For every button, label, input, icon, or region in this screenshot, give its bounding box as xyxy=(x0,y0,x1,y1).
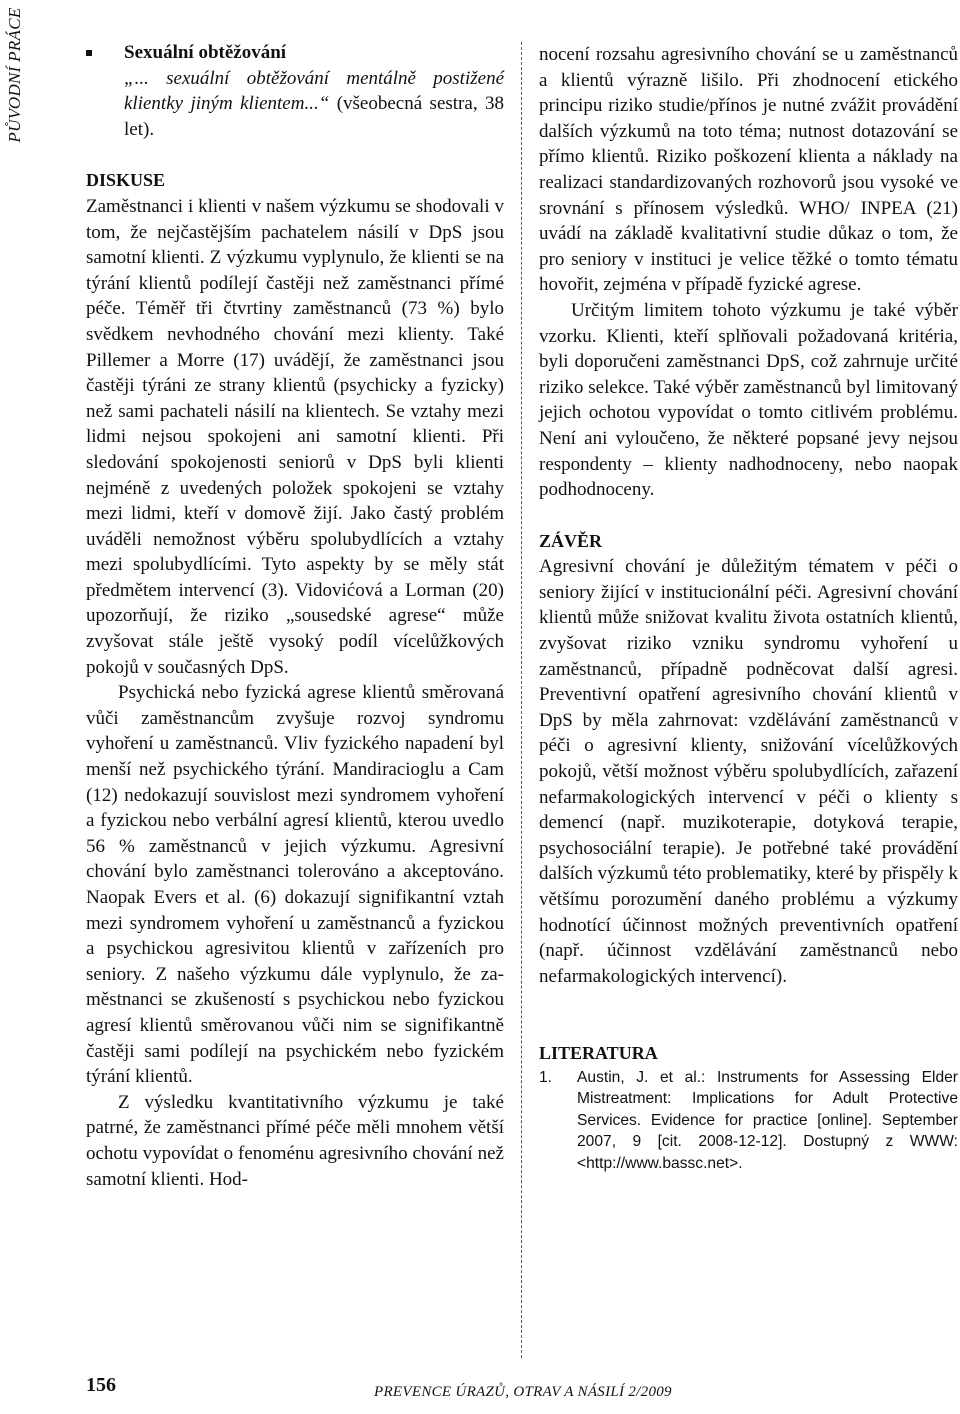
references-heading: LITERATURA xyxy=(539,1043,658,1064)
reference-text: Austin, J. et al.: Instruments for Assessing Elder Mistreatment: Implications for Adult Protective Services. Evidence for practice [online]. September 2007, 9 [cit. 2008-12-12]. Dostupný z WWW: <http://www.bassc.net>. xyxy=(577,1068,958,1172)
conclusion-heading: ZÁVĚR xyxy=(539,530,603,551)
bullet-title: Sexuální obtěžování xyxy=(124,42,287,63)
square-bullet-icon xyxy=(86,50,92,56)
journal-footer: PREVENCE ÚRAZŮ, OTRAV A NÁSILÍ 2/2009 xyxy=(374,1384,672,1400)
page-number: 156 xyxy=(86,1374,116,1396)
right-column xyxy=(539,42,958,1174)
reference-item xyxy=(539,1067,958,1175)
discussion-paragraph: Určitým limitem tohoto výzkumu je také výběr vzorku. Klienti, kteří splňovali požadovaná kritéria, byli doporučeni zaměstnanci DpS, což zahrnuje určité riziko selekce. Také výběr zaměstnanců byl limitovaný jejich ochotou vypovídat o tomto citlivém problému. Není ani vyloučeno, že některé popsané jevy nejsou respondenty – klienty nadhodnoceny, nebo naopak podhodnoceny. xyxy=(539,299,958,501)
discussion-paragraph: Zaměstnanci i klienti v našem výzkumu se shodovali v tom, že nejčastějším pachatelem násilí v DpS jsou samotní klienti. Z výzkumu vyplynulo, že klienti se na týrání klientů podílejí častěji než zaměstnanci přímé péče. Téměř tři čtvrtiny zaměstnanců (73 %) bylo svědkem nevhodného chování mezi klienty. Také Pillemer a Morre (17) uvádějí, že zaměstnanci jsou častěji týráni ze strany klientů (psychicky a fyzicky) než sami pachateli násilí na klientech. Se vztahy mezi lidmi nejsou spokojeni ani samotní klienti. Při sledování spokojenosti seniorů v DpS byli klienti nejméně z uvedených položek spokojeni se vztahy mezi lidmi, kteří v domově žijí. Jako častý problém uváděli nemožnost výběru spolubydlících a vztahy mezi spolubydlícími. Tyto aspekty by se měly stát předmětem intervencí (3). Vidovićová a Lorman (20) upozorňují, že riziko „sousedské agrese“ může zvyšovat stále ještě vysoký podíl vícelůžkových pokojů v současných DpS. xyxy=(86,195,504,678)
column-divider xyxy=(521,42,522,1358)
discussion-paragraph: Psychická nebo fyzická agrese klientů směrovaná vůči zaměstnancům zvyšuje rozvoj syndromu vyhoření u zaměstnanců. Vliv fyzického napadení byl menší než psychického týrání. Mandiracioglu a Cam (12) nedokazují souvislost mezi syndromem vyhoření a fyzickou nebo verbální agresí klientů, kterou uvedlo 56 % zaměstnanců v jejich výzkumu. Agresivní chování bylo zaměstnanci tolerováno a akceptováno. Naopak Evers et al. (6) dokazují signifikantní vztah mezi syndromem vyhoření u zaměstnanců a fyzickou a psychickou agresivitou klientů v zařízeních pro seniory. Z našeho výzkumu dále vyplynulo, že zaměstnanci se zkušeností s psychickou nebo fyzickou agresí klientů směrovanou vůči nim se signifikantně častěji sami podílejí na psychickém nebo fyzickém týrání klientů. xyxy=(86,682,504,1088)
discussion-paragraph: nocení rozsahu agresivního chování se u zaměstnanců a klientů výrazně lišilo. Při zhodnocení etického principu riziko studie/přínos je nutné zvážit provádění dalších výzkumů na toto téma; nutnost dotazování se přímo klientů. Riziko poškození klienta a náklady na realizaci standardizovaných rozhovorů jsou vysoké ve srovnání s přínosem výsledků. WHO/ INPEA (21) uvádí na základě kvalitativní studie důkaz o tom, že pro seniory v instituci je velice těžké o tomto tématu hovořit, zejména v případě fyzické agrese. xyxy=(539,44,958,296)
bullet-attribution: (všeobecná sestra, 38 let). xyxy=(124,93,504,140)
discussion-paragraph: Z výsledku kvantitativního výzkumu je také patrné, že zaměstnanci přímé péče měli mnohem větší ochotu vypovídat o fenoménu agresivního chování než samotní klienti. Hod- xyxy=(86,1091,504,1190)
bullet-quote-line xyxy=(124,66,504,143)
left-column xyxy=(86,40,504,1192)
section-side-label xyxy=(0,0,30,150)
bullet-quote: „... sexuální obtěžování mentálně postižené klientky jiným klientem...“ xyxy=(124,67,504,115)
section-side-label-text: PŮVODNÍ PRÁCE xyxy=(5,7,24,143)
discussion-heading: DISKUSE xyxy=(86,170,166,191)
bullet-item xyxy=(86,40,504,142)
reference-number: 1. xyxy=(539,1068,553,1086)
conclusion-paragraph: Agresivní chování je důležitým tématem v péči o seniory žijící v institucionální péči. Agresivní chování klientů může snižovat kvalitu života ostatních klientů, zvyšovat riziko vzniku syndromu vyhoření u zaměstnanců, případně podněcovat další agresi. Preventivní opatření agresivního chování klientů v DpS by měla zahrnovat: vzdělávání zaměstnanců v péči o agresivní klienty, snižování vícelůžkových pokojů, větší možnost výběru spolubydlících, zařazení nefarmakologických intervencí v péči o klienty s demencí (např. muzikoterapie, dotyková terapie, psychosociální terapie). Je potřebné také provádění dalších výzkumů této problematiky, které by přispěly k většímu porozumění daného problému a výzkumy hodnotící účinnost možných preventivních opatření (např. účinnost vzdělávání zaměstnanců nebo nefarmakologických intervencí). xyxy=(539,556,958,987)
